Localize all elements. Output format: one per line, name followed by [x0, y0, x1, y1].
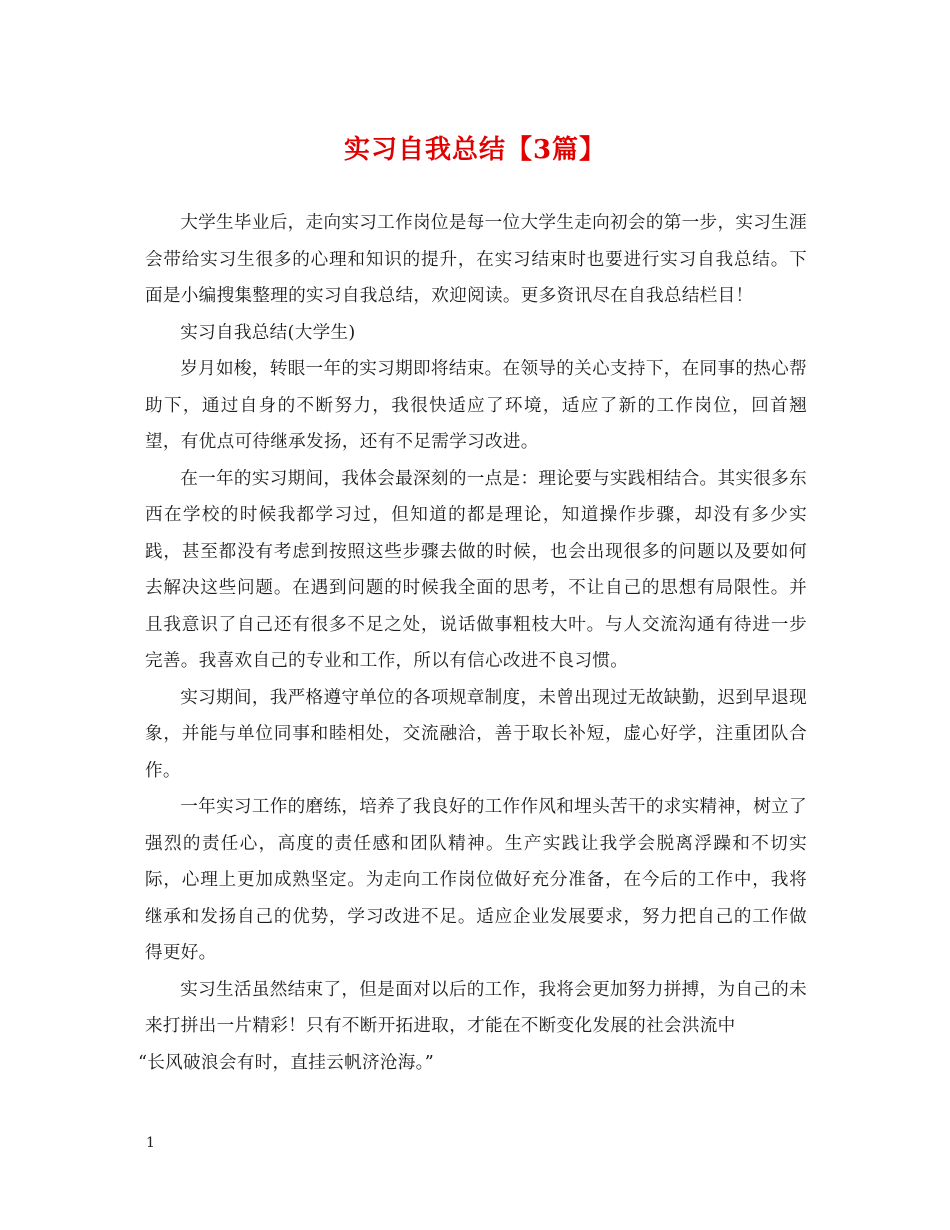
- paragraph: 一年实习工作的磨练，培养了我良好的工作作风和埋头苦干的求实精神，树立了强烈的责任心，高度的责任感和团队精神。生产实践让我学会脱离浮躁和不切实际，心理上更加成熟坚定。为走向工作岗位做好充分准备，在今后的工作中，我将继承和发扬自己的优势，学习改进不足。适应企业发展要求，努力把自己的工作做得更好。: [145, 797, 807, 963]
- paragraph: 岁月如梭，转眼一年的实习期即将结束。在领导的关心支持下，在同事的热心帮助下，通过自身的不断努力，我很快适应了环境，适应了新的工作岗位，回首翘望，有优点可待继承发扬，还有不足需学习改进。: [145, 359, 807, 452]
- document-body: [137, 205, 807, 1081]
- section-heading: 实习自我总结(大学生): [180, 322, 356, 343]
- page-number: 1: [146, 1135, 155, 1151]
- paragraph: 实习生活虽然结束了，但是面对以后的工作，我将会更加努力拼搏，为自己的未来打拼出一片精彩！只有不断开拓进取，才能在不断变化发展的社会洪流中: [145, 979, 807, 1036]
- closing-quote: “长风破浪会有时，直挂云帆济沧海。”: [137, 1052, 435, 1073]
- paragraph-intro: 大学生毕业后，走向实习工作岗位是每一位大学生走向初会的第一步，实习生涯会带给实习生很多的心理和知识的提升，在实习结束时也要进行实习自我总结。下面是小编搜集整理的实习自我总结，欢迎阅读。更多资讯尽在自我总结栏目！: [145, 213, 807, 306]
- paragraph: 在一年的实习期间，我体会最深刻的一点是：理论要与实践相结合。其实很多东西在学校的时候我都学习过，但知道的都是理论，知道操作步骤，却没有多少实践，甚至都没有考虑到按照这些步骤去做的时候，也会出现很多的问题以及要如何去解决这些问题。在遇到问题的时候我全面的思考，不让自己的思想有局限性。并且我意识了自己还有很多不足之处，说话做事粗枝大叶。与人交流沟通有待进一步完善。我喜欢自己的专业和工作，所以有信心改进不良习惯。: [145, 468, 807, 671]
- paragraph: 实习期间，我严格遵守单位的各项规章制度，未曾出现过无故缺勤，迟到早退现象，并能与单位同事和睦相处，交流融洽，善于取长补短，虚心好学，注重团队合作。: [145, 687, 807, 781]
- document-title: 实习自我总结【3篇】: [343, 135, 607, 165]
